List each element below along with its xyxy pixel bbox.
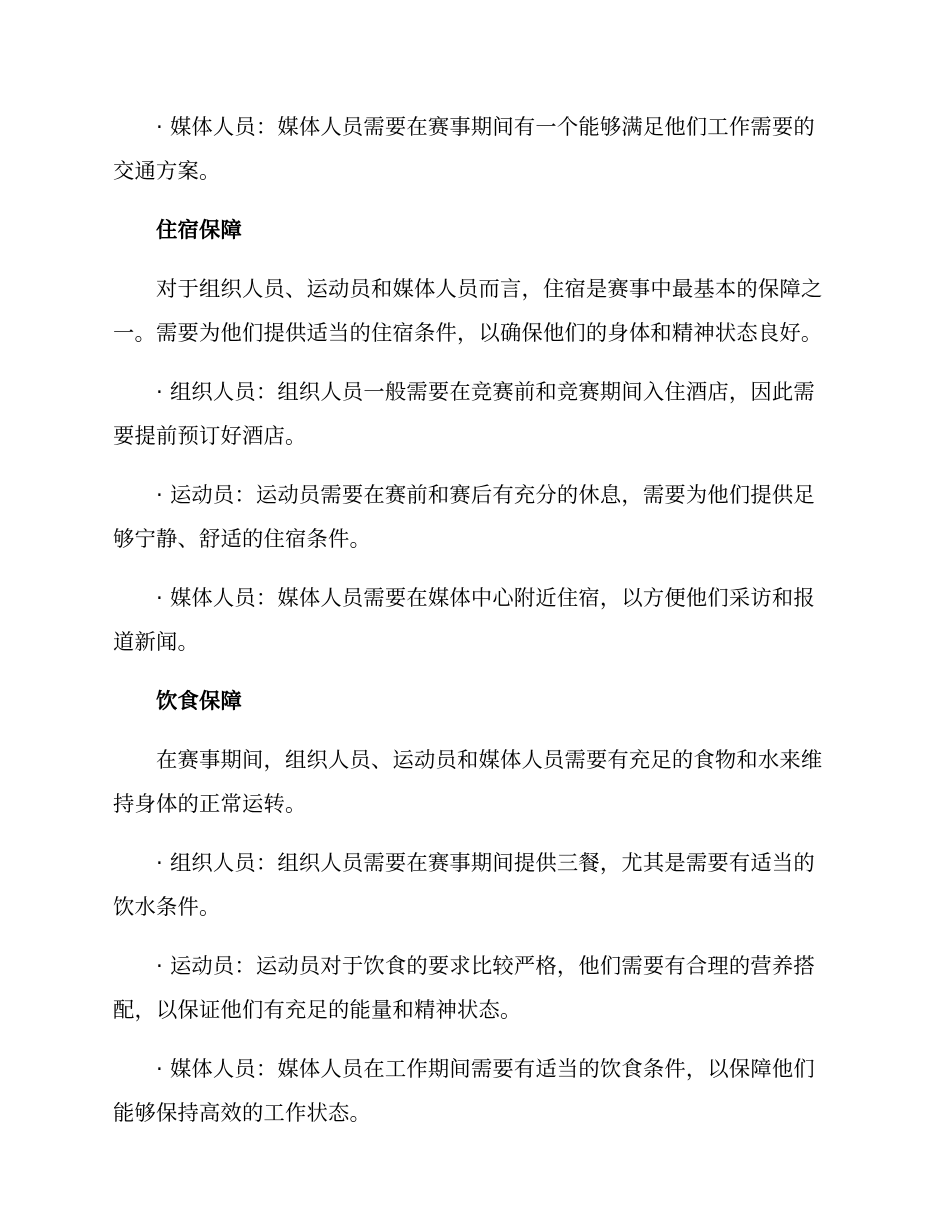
bullet-organizers-catering: · 组织人员：组织人员需要在赛事期间提供三餐，尤其是需要有适当的饮水条件。: [113, 851, 815, 920]
paragraph-accommodation-intro: 对于组织人员、运动员和媒体人员而言，住宿是赛事中最基本的保障之一。需要为他们提供适当的住宿条件，以确保他们的身体和精神状态良好。: [113, 277, 823, 346]
bullet-athletes-catering: · 运动员：运动员对于饮食的要求比较严格，他们需要有合理的营养搭配，以保证他们有充足的能量和精神状态。: [113, 954, 815, 1023]
bullet-media-catering: · 媒体人员：媒体人员在工作期间需要有适当的饮食条件，以保障他们能够保持高效的工作状态。: [113, 1057, 815, 1126]
bullet-organizers-accommodation: · 组织人员：组织人员一般需要在竞赛前和竞赛期间入住酒店，因此需要提前预订好酒店。: [113, 380, 815, 449]
bullet-athletes-accommodation: · 运动员：运动员需要在赛前和赛后有充分的休息，需要为他们提供足够宁静、舒适的住宿条件。: [113, 483, 815, 552]
section-heading-catering: 饮食保障: [156, 689, 242, 714]
document-body: [113, 106, 833, 1151]
bullet-media-transport: · 媒体人员：媒体人员需要在赛事期间有一个能够满足他们工作需要的交通方案。: [113, 115, 815, 184]
section-heading-accommodation: 住宿保障: [156, 218, 242, 243]
bullet-media-accommodation: · 媒体人员：媒体人员需要在媒体中心附近住宿，以方便他们采访和报道新闻。: [113, 586, 815, 655]
paragraph-catering-intro: 在赛事期间，组织人员、运动员和媒体人员需要有充足的食物和水来维持身体的正常运转。: [113, 748, 823, 817]
